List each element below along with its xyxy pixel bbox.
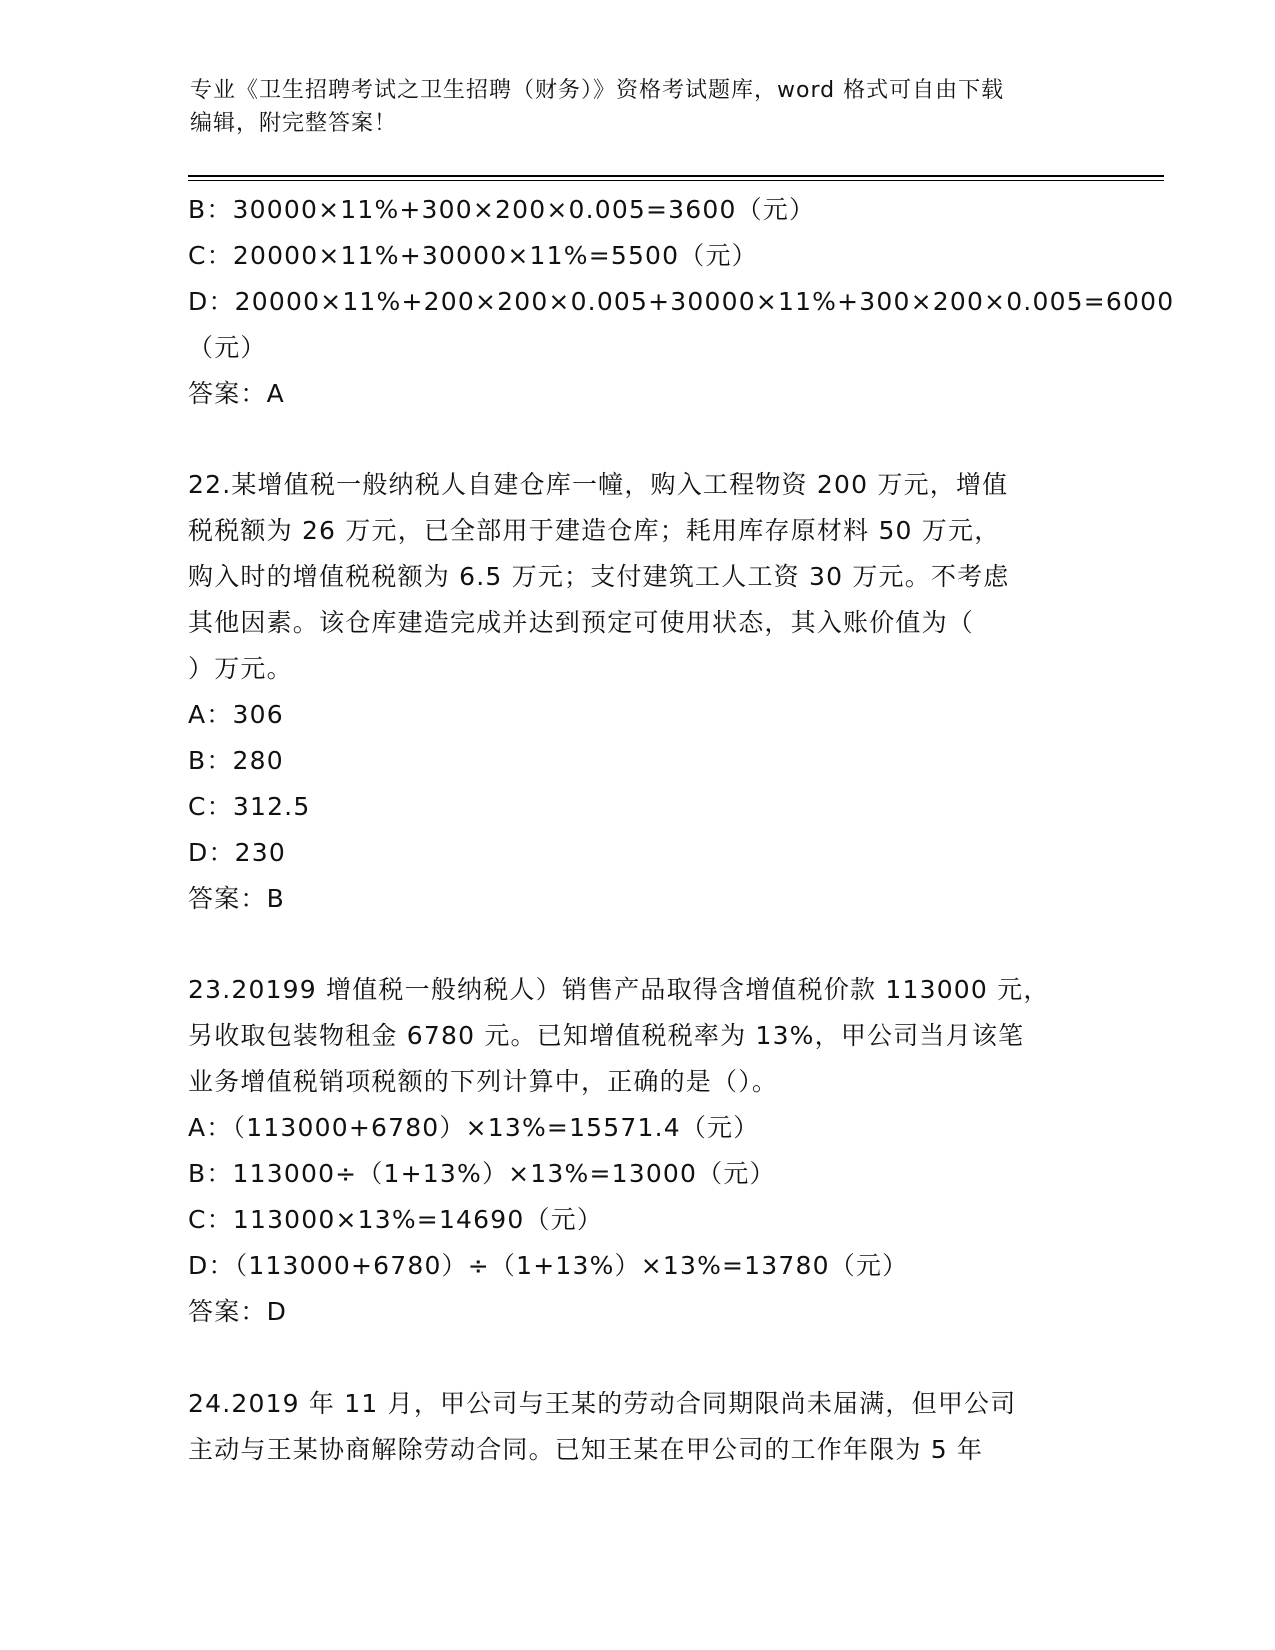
- question-23: [188, 967, 1088, 1335]
- question-text-line: 购入时的增值税税额为 6.5 万元；支付建筑工人工资 30 万元。不考虑: [188, 562, 1010, 591]
- header-title-line-2: 编辑，附完整答案！: [190, 111, 398, 136]
- question-text-line: 其他因素。该仓库建造完成并达到预定可使用状态，其入账价值为（: [188, 608, 975, 637]
- option-b: B：113000÷（1+13%）×13%=13000（元）: [188, 1159, 776, 1188]
- answer-line: 答案：D: [188, 1297, 288, 1326]
- option-b: B：280: [188, 746, 284, 775]
- question-text-line: 主动与王某协商解除劳动合同。已知王某在甲公司的工作年限为 5 年: [188, 1435, 984, 1464]
- question-22: [188, 462, 1088, 922]
- question-text-line: 业务增值税销项税额的下列计算中，正确的是（）。: [188, 1067, 779, 1096]
- answer-line: 答案：A: [188, 379, 285, 408]
- header-title-line-1: 专业《卫生招聘考试之卫生招聘（财务）》资格考试题库，word 格式可自由下载: [190, 78, 1005, 103]
- option-c: C：20000×11%+30000×11%=5500（元）: [188, 241, 758, 270]
- question-content: [188, 187, 1175, 1473]
- option-c: C：312.5: [188, 792, 311, 821]
- option-b: B：30000×11%+300×200×0.005=3600（元）: [188, 195, 816, 224]
- question-text-line: 另收取包装物租金 6780 元。已知增值税税率为 13%，甲公司当月该笔: [188, 1021, 1025, 1050]
- answer-line: 答案：B: [188, 884, 285, 913]
- header-rule-thick: [188, 175, 1164, 177]
- question-21-tail: [188, 187, 1175, 417]
- question-text-line: 22.某增值税一般纳税人自建仓库一幢，购入工程物资 200 万元，增值: [188, 470, 1009, 499]
- option-d: D：（113000+6780）÷（1+13%）×13%=13780（元）: [188, 1251, 909, 1280]
- question-text-line: ）万元。: [188, 654, 293, 683]
- spacer: [188, 922, 1088, 967]
- option-d-continued: （元）: [188, 333, 267, 362]
- option-a: A：306: [188, 700, 284, 729]
- spacer: [188, 1335, 1088, 1381]
- spacer: [188, 417, 1088, 462]
- question-text-line: 税税额为 26 万元，已全部用于建造仓库；耗用库存原材料 50 万元，: [188, 516, 1001, 545]
- question-text-line: 23.20199 增值税一般纳税人）销售产品取得含增值税价款 113000 元，: [188, 975, 1050, 1004]
- option-a: A：（113000+6780）×13%=15571.4（元）: [188, 1113, 760, 1142]
- page-header: [190, 74, 1090, 140]
- option-d: D：230: [188, 838, 286, 867]
- question-text-line: 24.2019 年 11 月，甲公司与王某的劳动合同期限尚未届满，但甲公司: [188, 1389, 1017, 1418]
- question-24: [188, 1381, 1088, 1473]
- option-d: D：20000×11%+200×200×0.005+30000×11%+300×200×0.005=6000: [188, 287, 1175, 316]
- header-rule-thin: [188, 180, 1164, 181]
- option-c: C：113000×13%=14690（元）: [188, 1205, 604, 1234]
